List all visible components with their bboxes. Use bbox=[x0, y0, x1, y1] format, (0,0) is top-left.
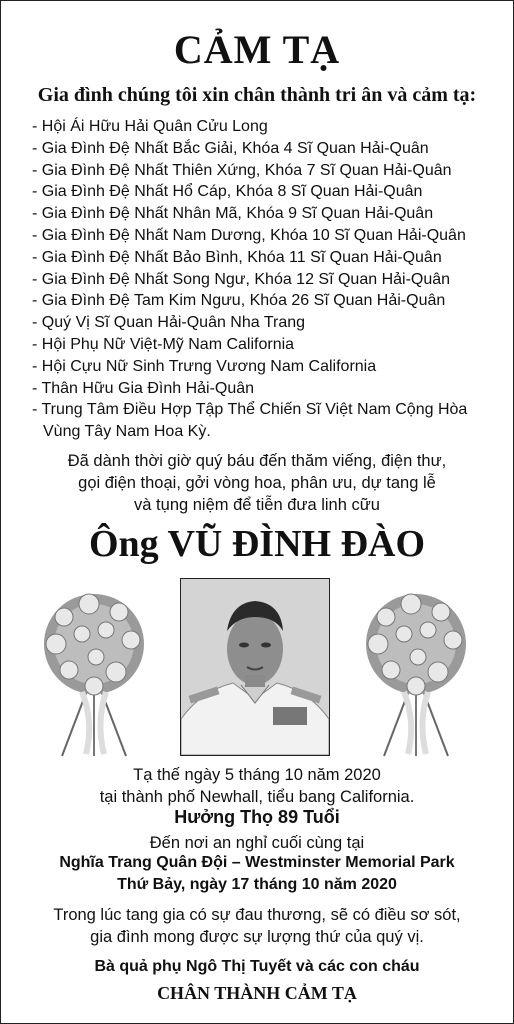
list-item: - Trung Tâm Điều Hợp Tập Thể Chiến Sĩ Việt Nam Cộng Hòa bbox=[32, 401, 468, 419]
list-item: - Quý Vị Sĩ Quan Hải-Quân Nha Trang bbox=[32, 314, 306, 332]
portrait-photo bbox=[180, 578, 330, 756]
deceased-name: Ông VŨ ĐÌNH ĐÀO bbox=[88, 523, 426, 565]
flower-wreath-image bbox=[34, 582, 154, 758]
text-line: và tụng niệm để tiễn đưa linh cữu bbox=[134, 496, 380, 514]
list-item: - Thân Hữu Gia Đình Hải-Quân bbox=[32, 379, 255, 397]
passing-info bbox=[0, 764, 514, 808]
text-line: tại thành phố Newhall, tiểu bang California. bbox=[99, 788, 415, 806]
closing-title: CHÂN THÀNH CẢM TẠ bbox=[157, 983, 357, 1003]
text-line: gọi điện thoại, gởi vòng hoa, phân ưu, dự tang lễ bbox=[78, 474, 436, 492]
apology-paragraph bbox=[0, 904, 514, 948]
flower-wreath-image bbox=[356, 582, 476, 758]
portrait-image bbox=[181, 579, 329, 755]
cemetery-name: Nghĩa Trang Quân Đội – Westminster Memorial Park bbox=[59, 854, 455, 871]
text-line: gia đình mong được sự lượng thứ của quý vị. bbox=[90, 928, 424, 946]
text-line: Trong lúc tang gia có sự đau thương, sẽ có điều sơ sót, bbox=[53, 906, 461, 924]
list-item: - Gia Đình Đệ Nhất Nam Dương, Khóa 10 Sĩ Quan Hải-Quân bbox=[32, 226, 466, 244]
text-line: Đã dành thời giờ quý báu đến thăm viếng, điện thư, bbox=[67, 452, 447, 470]
list-item: - Hội Ái Hữu Hải Quân Cửu Long bbox=[32, 118, 268, 135]
list-item: - Gia Đình Đệ Tam Kim Ngưu, Khóa 26 Sĩ Quan Hải-Quân bbox=[32, 292, 446, 310]
text-line: Tạ thế ngày 5 tháng 10 năm 2020 bbox=[133, 766, 381, 784]
thanks-paragraph bbox=[0, 450, 514, 516]
burial-date: Thứ Bảy, ngày 17 tháng 10 năm 2020 bbox=[117, 876, 397, 893]
list-item: - Gia Đình Đệ Nhất Thiên Xứng, Khóa 7 Sĩ Quan Hải-Quân bbox=[32, 161, 452, 179]
age-line: Hưởng Thọ 89 Tuổi bbox=[174, 807, 340, 827]
list-item: - Gia Đình Đệ Nhất Nhân Mã, Khóa 9 Sĩ Quan Hải-Quân bbox=[32, 205, 434, 223]
list-item: - Hội Cựu Nữ Sinh Trưng Vương Nam California bbox=[32, 357, 377, 375]
page-title: CẢM TẠ bbox=[173, 27, 341, 72]
list-item: Vùng Tây Nam Hoa Kỳ. bbox=[43, 423, 211, 441]
list-item: - Gia Đình Đệ Nhất Song Ngư, Khóa 12 Sĩ Quan Hải-Quân bbox=[32, 270, 451, 288]
list-item: - Gia Đình Đệ Nhất Hổ Cáp, Khóa 8 Sĩ Quan Hải-Quân bbox=[32, 183, 423, 201]
list-item: - Gia Đình Đệ Nhất Bảo Bình, Khóa 11 Sĩ Quan Hải-Quân bbox=[32, 248, 442, 266]
thanks-list bbox=[32, 116, 467, 443]
list-item: - Hội Phụ Nữ Việt-Mỹ Nam California bbox=[32, 335, 295, 353]
resting-line: Đến nơi an nghỉ cuối cùng tại bbox=[149, 834, 365, 852]
list-item: - Gia Đình Đệ Nhất Bắc Giải, Khóa 4 Sĩ Quan Hải-Quân bbox=[32, 139, 429, 157]
intro-line: Gia đình chúng tôi xin chân thành tri ân và cảm tạ: bbox=[37, 84, 477, 106]
signature-line: Bà quả phụ Ngô Thị Tuyết và các con cháu bbox=[94, 958, 420, 975]
